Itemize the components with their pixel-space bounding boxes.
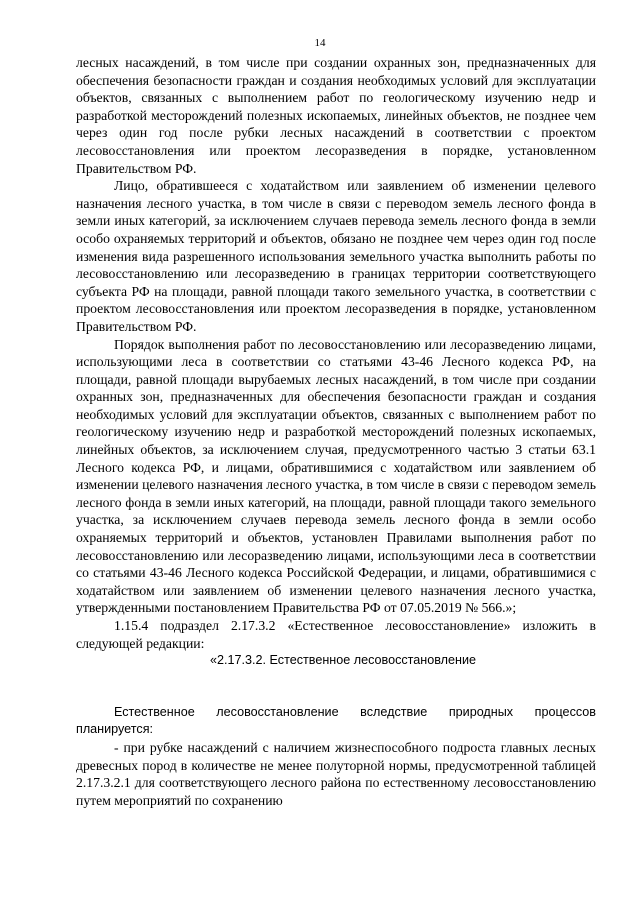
paragraph: 1.15.4 подраздел 2.17.3.2 «Естественное лесовосстановление» изложить в следующей редакции: (76, 618, 596, 651)
paragraph: Лицо, обратившееся с ходатайством или заявлением об изменении целевого назначения лесного участка, в том числе в связи с переводом земель лесного фонда в земли иных категорий, за исключением случаев перевода земель лесного фонда в земли особо охраняемых территорий и объектов, обязано не позднее чем через один год после изменения вида разрешенного использования земельного участка выполнить работы по лесовосстановлению или лесоразведению в границах территории соответствующего субъекта РФ на площади, равной площади такого земельного участка, в соответствии с проектом лесовосстановления или проектом лесоразведения в порядке, установленном Правительством РФ. (76, 178, 596, 334)
page-number: 14 (314, 37, 326, 49)
paragraph: - при рубке насаждений с наличием жизнеспособного подроста главных лесных древесных пород в количестве не менее полуторной нормы, предусмотренной таблицей 2.17.3.2.1 для соответствующего лесного района по естественному лесовосстановлению путем мероприятий по сохранению (76, 739, 596, 808)
section-heading: «2.17.3.2. Естественное лесовосстановление (210, 653, 477, 668)
paragraph: Порядок выполнения работ по лесовосстановлению или лесоразведению лицами, использующими леса в соответствии со статьями 43-46 Лесного кодекса РФ, на площади, равной площади вырубаемых лесных насаждений, в том числе при создании охранных зон, предназначенных для обеспечения безопасности граждан и создания необходимых условий для эксплуатации объектов, связанных с выполнением работ по геологическому изучению недр и разработкой месторождений полезных ископаемых, линейных объектов, за исключением случая, предусмотренного частью 3 статьи 63.1 Лесного кодекса РФ, и лицами, обратившимися с ходатайством или заявлением об изменении целевого назначения лесного участка, в том числе в связи с переводом земель лесного фонда в земли иных категорий, на площади, равной площади такого земельного участка, за исключением случаев перевода земель лесного фонда в земли особо охраняемых территорий и объектов, установлен Правилами выполнения работ по лесовосстановлению или лесоразведению лицами, использующими леса в соответствии со статьями 43-46 Лесного кодекса Российской Федерации, и лицами, обратившимися с ходатайством или заявлением об изменении целевого назначения лесного участка, утвержденными постановлением Правительства РФ от 07.05.2019 № 566.»; (76, 336, 596, 616)
document-body (76, 54, 596, 809)
paragraph: лесных насаждений, в том числе при создании охранных зон, предназначенных для обеспечения безопасности граждан и создания необходимых условий для эксплуатации объектов, связанных с выполнением работ по геологическому изучению недр и разработкой месторождений полезных ископаемых, линейных объектов, не позднее чем через один год после рубки лесных насаждений в соответствии с проектом лесовосстановления или проектом лесоразведения в порядке, установленном Правительством РФ. (76, 55, 596, 176)
paragraph: Естественное лесовосстановление вследствие природных процессов планируется: (76, 704, 596, 737)
